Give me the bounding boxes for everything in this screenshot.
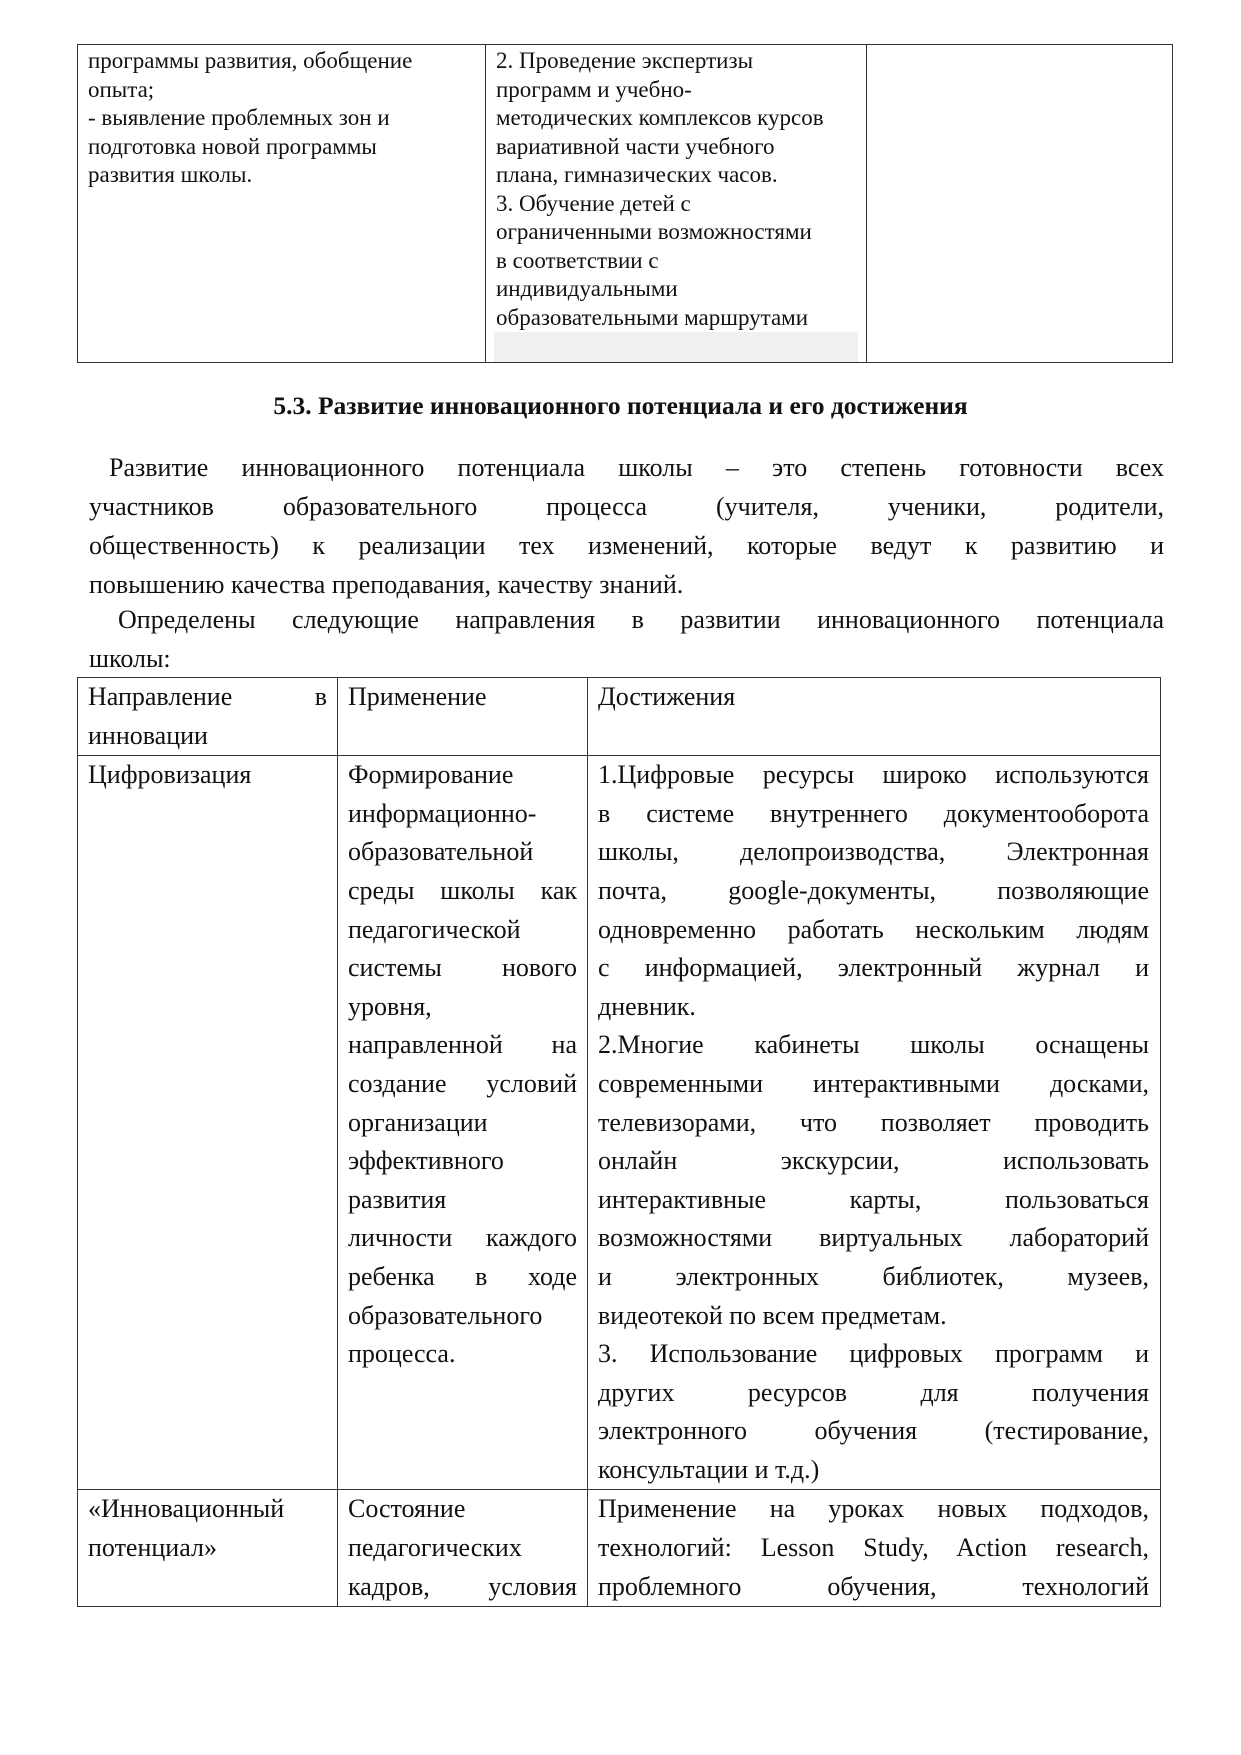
cell-text: педагогических	[348, 1533, 522, 1563]
shaded-strip	[494, 332, 858, 362]
table-row	[78, 45, 1173, 363]
text-line: участников образовательного процесса (учителя, ученики, родители,	[89, 492, 1164, 521]
cell-text: технологий: Lesson Study, Action research,	[598, 1533, 1149, 1563]
text-line: вариативной части учебного	[496, 133, 775, 159]
cell-application	[338, 756, 588, 1490]
cell-text: организации	[348, 1107, 488, 1137]
cell-application	[338, 1490, 588, 1607]
text-line: методических комплексов курсов	[496, 105, 824, 130]
cell-text: Формирование	[348, 760, 514, 790]
top-table-cell-2	[486, 45, 867, 363]
innovation-table	[77, 677, 1161, 1607]
cell-text: других ресурсов для получения	[598, 1377, 1149, 1407]
cell-text: направленной на	[348, 1030, 577, 1060]
cell-text: кадров, условия	[348, 1571, 577, 1601]
cell-text: интерактивные карты, пользоваться	[598, 1184, 1149, 1214]
cell-text: процесса.	[348, 1339, 456, 1369]
text-line: программ и учебно-	[496, 76, 692, 102]
cell-text: образовательной	[348, 837, 534, 867]
cell-text: электронного обучения (тестирование,	[598, 1416, 1149, 1446]
cell-achievements	[588, 756, 1161, 1490]
cell-text: одновременно работать нескольким людям	[598, 914, 1149, 944]
cell-text: создание условий	[348, 1068, 577, 1098]
cell-text: дневник.	[598, 991, 696, 1021]
header-direction	[78, 678, 338, 756]
cell-text: проблемного обучения, технологий	[598, 1571, 1149, 1601]
cell-text: эффективного	[348, 1146, 504, 1176]
text-line: подготовка новой программы	[88, 133, 377, 159]
cell-text: 3. Использование цифровых программ и	[598, 1339, 1149, 1369]
continued-table	[77, 44, 1173, 363]
text-line: школы:	[89, 644, 171, 673]
text-line: образовательными маршрутами	[496, 304, 809, 330]
cell-text: Цифровизация	[88, 760, 252, 790]
cell-text: среды школы как	[348, 875, 577, 905]
cell-direction	[78, 1490, 338, 1607]
text-line: - выявление проблемных зон и	[88, 105, 390, 130]
cell-text: школы, делопроизводства, Электронная	[598, 837, 1149, 867]
cell-text: образовательного	[348, 1300, 543, 1330]
cell-text: телевизорами, что позволяет проводить	[598, 1107, 1149, 1137]
cell-text: личности каждого	[348, 1223, 577, 1253]
cell-text: системы нового	[348, 953, 577, 983]
paragraph-intro	[89, 448, 1164, 604]
text-line: Развитие инновационного потенциала школы – это степень готовности всех	[109, 453, 1164, 482]
header-text: Применение	[348, 682, 487, 711]
text-line: повышению качества преподавания, качеству знаний.	[89, 570, 684, 599]
text-line: 3. Обучение детей с	[496, 190, 691, 216]
cell-text: возможностями виртуальных лабораторий	[598, 1223, 1149, 1253]
cell-text: потенциал»	[88, 1533, 217, 1563]
top-table-cell-3	[867, 45, 1173, 363]
top-table-cell-1	[78, 45, 486, 363]
cell-achievements	[588, 1490, 1161, 1607]
cell-text: почта, google-документы, позволяющие	[598, 875, 1149, 905]
cell-text: и электронных библиотек, музеев,	[598, 1261, 1149, 1291]
cell-text: уровня,	[348, 991, 432, 1021]
cell-text: современными интерактивными досками,	[598, 1068, 1149, 1098]
cell-text: «Инновационный	[88, 1494, 285, 1524]
cell-text: в системе внутреннего документооборота	[598, 798, 1149, 828]
cell-text: Состояние	[348, 1494, 466, 1524]
cell-text: видеотекой по всем предметам.	[598, 1300, 947, 1330]
header-achievements	[588, 678, 1161, 756]
cell-text: педагогической	[348, 914, 521, 944]
text-line: плана, гимназических часов.	[496, 162, 778, 187]
header-text: инновации	[88, 720, 208, 750]
header-text: Направление в	[88, 682, 327, 711]
cell-direction	[78, 756, 338, 1490]
paragraph-directions	[89, 600, 1164, 678]
cell-text: 1.Цифровые ресурсы широко используются	[598, 760, 1149, 790]
text-line: программы развития, обобщение	[88, 48, 413, 73]
text-line: в соответствии с	[496, 247, 659, 273]
text-line: опыта;	[88, 76, 155, 102]
table-header-row	[78, 678, 1161, 756]
text-line: 2. Проведение экспертизы	[496, 48, 754, 73]
cell-text: онлайн экскурсии, использовать	[598, 1146, 1149, 1176]
text-line: развития школы.	[88, 162, 253, 187]
cell-text: развития	[348, 1184, 447, 1214]
header-application	[338, 678, 588, 756]
text-line: Определены следующие направления в развитии инновационного потенциала	[118, 605, 1164, 634]
text-line: общественность) к реализации тех изменений, которые ведут к развитию и	[89, 531, 1164, 560]
cell-text: 2.Многие кабинеты школы оснащены	[598, 1030, 1149, 1060]
cell-text: Применение на уроках новых подходов,	[598, 1494, 1149, 1524]
cell-text: ребенка в ходе	[348, 1261, 577, 1291]
text-line: ограниченными возможностями	[496, 219, 812, 244]
section-title: 5.3. Развитие инновационного потенциала и его достижения	[273, 391, 968, 420]
table-row	[78, 1490, 1161, 1607]
cell-text: с информацией, электронный журнал и	[598, 953, 1149, 983]
cell-text: информационно-	[348, 798, 537, 828]
header-text: Достижения	[598, 682, 736, 711]
table-row	[78, 756, 1161, 1490]
cell-text: консультации и т.д.)	[598, 1454, 820, 1484]
text-line: индивидуальными	[496, 276, 678, 301]
